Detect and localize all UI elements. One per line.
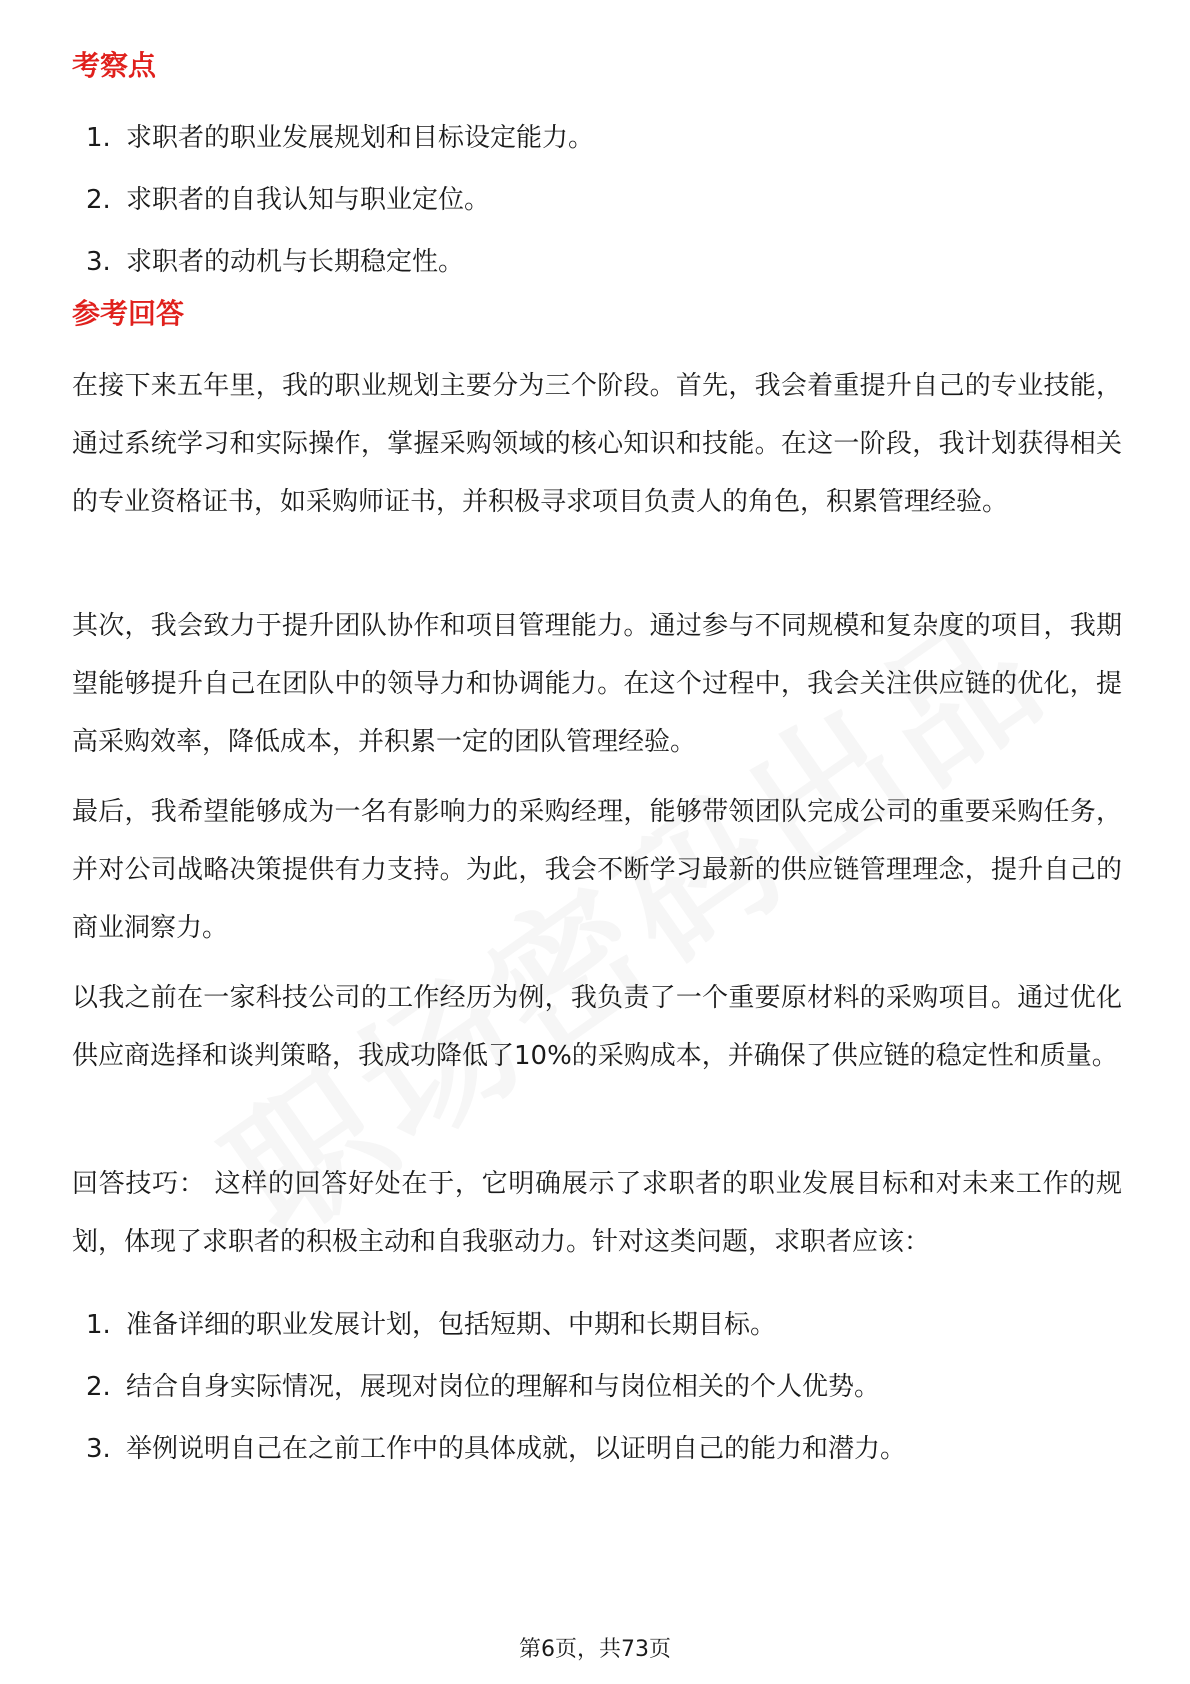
list-item-text: 求职者的自我认知与职业定位。 [126,185,491,215]
list-item-number: 3. [86,1434,111,1464]
answer-tips-paragraph: 回答技巧： 这样的回答好处在于，它明确展示了求职者的职业发展目标和对未来工作的规划，体现了求职者的积极主动和自我驱动力。针对这类问题，求职者应该： [72,1169,1122,1257]
section-heading-exam-points: 考察点 [72,49,157,82]
exam-points-list [72,118,1122,304]
list-item [72,180,1122,242]
answer-paragraph: 其次，我会致力于提升团队协作和项目管理能力。通过参与不同规模和复杂度的项目，我期望能够提升自己在团队中的领导力和协调能力。在这个过程中，我会关注供应链的优化，提高采购效率，降低成本，并积累一定的团队管理经验。 [72,611,1122,757]
list-item [72,1305,1122,1367]
answer-paragraph: 在接下来五年里，我的职业规划主要分为三个阶段。首先，我会着重提升自己的专业技能，通过系统学习和实际操作，掌握采购领域的核心知识和技能。在这一阶段，我计划获得相关的专业资格证书，如采购师证书，并积极寻求项目负责人的角色，积累管理经验。 [72,371,1122,517]
page-number-footer: 第6页，共73页 [519,1637,671,1662]
list-item [72,1367,1122,1429]
list-item-text: 举例说明自己在之前工作中的具体成就，以证明自己的能力和潜力。 [126,1434,907,1464]
answer-paragraph: 最后，我希望能够成为一名有影响力的采购经理，能够带领团队完成公司的重要采购任务，并对公司战略决策提供有力支持。为此，我会不断学习最新的供应链管理理念，提升自己的商业洞察力。 [72,797,1122,943]
section-heading-reference-answer: 参考回答 [72,297,185,330]
list-item-number: 2. [86,1372,111,1402]
list-item-number: 1. [86,123,111,153]
list-item-text: 准备详细的职业发展计划，包括短期、中期和长期目标。 [126,1310,777,1340]
list-item-text: 求职者的动机与长期稳定性。 [126,247,465,277]
answer-paragraph: 以我之前在一家科技公司的工作经历为例，我负责了一个重要原材料的采购项目。通过优化供应商选择和谈判策略，我成功降低了10%的采购成本，并确保了供应链的稳定性和质量。 [72,983,1122,1071]
list-item-text: 结合自身实际情况，展现对岗位的理解和与岗位相关的个人优势。 [126,1372,881,1402]
list-item [72,1429,1122,1491]
list-item-number: 1. [86,1310,111,1340]
answer-tips-list [72,1305,1122,1491]
list-item-text: 求职者的职业发展规划和目标设定能力。 [126,123,595,153]
list-item-number: 3. [86,247,111,277]
list-item [72,242,1122,304]
list-item [72,118,1122,180]
list-item-number: 2. [86,185,111,215]
